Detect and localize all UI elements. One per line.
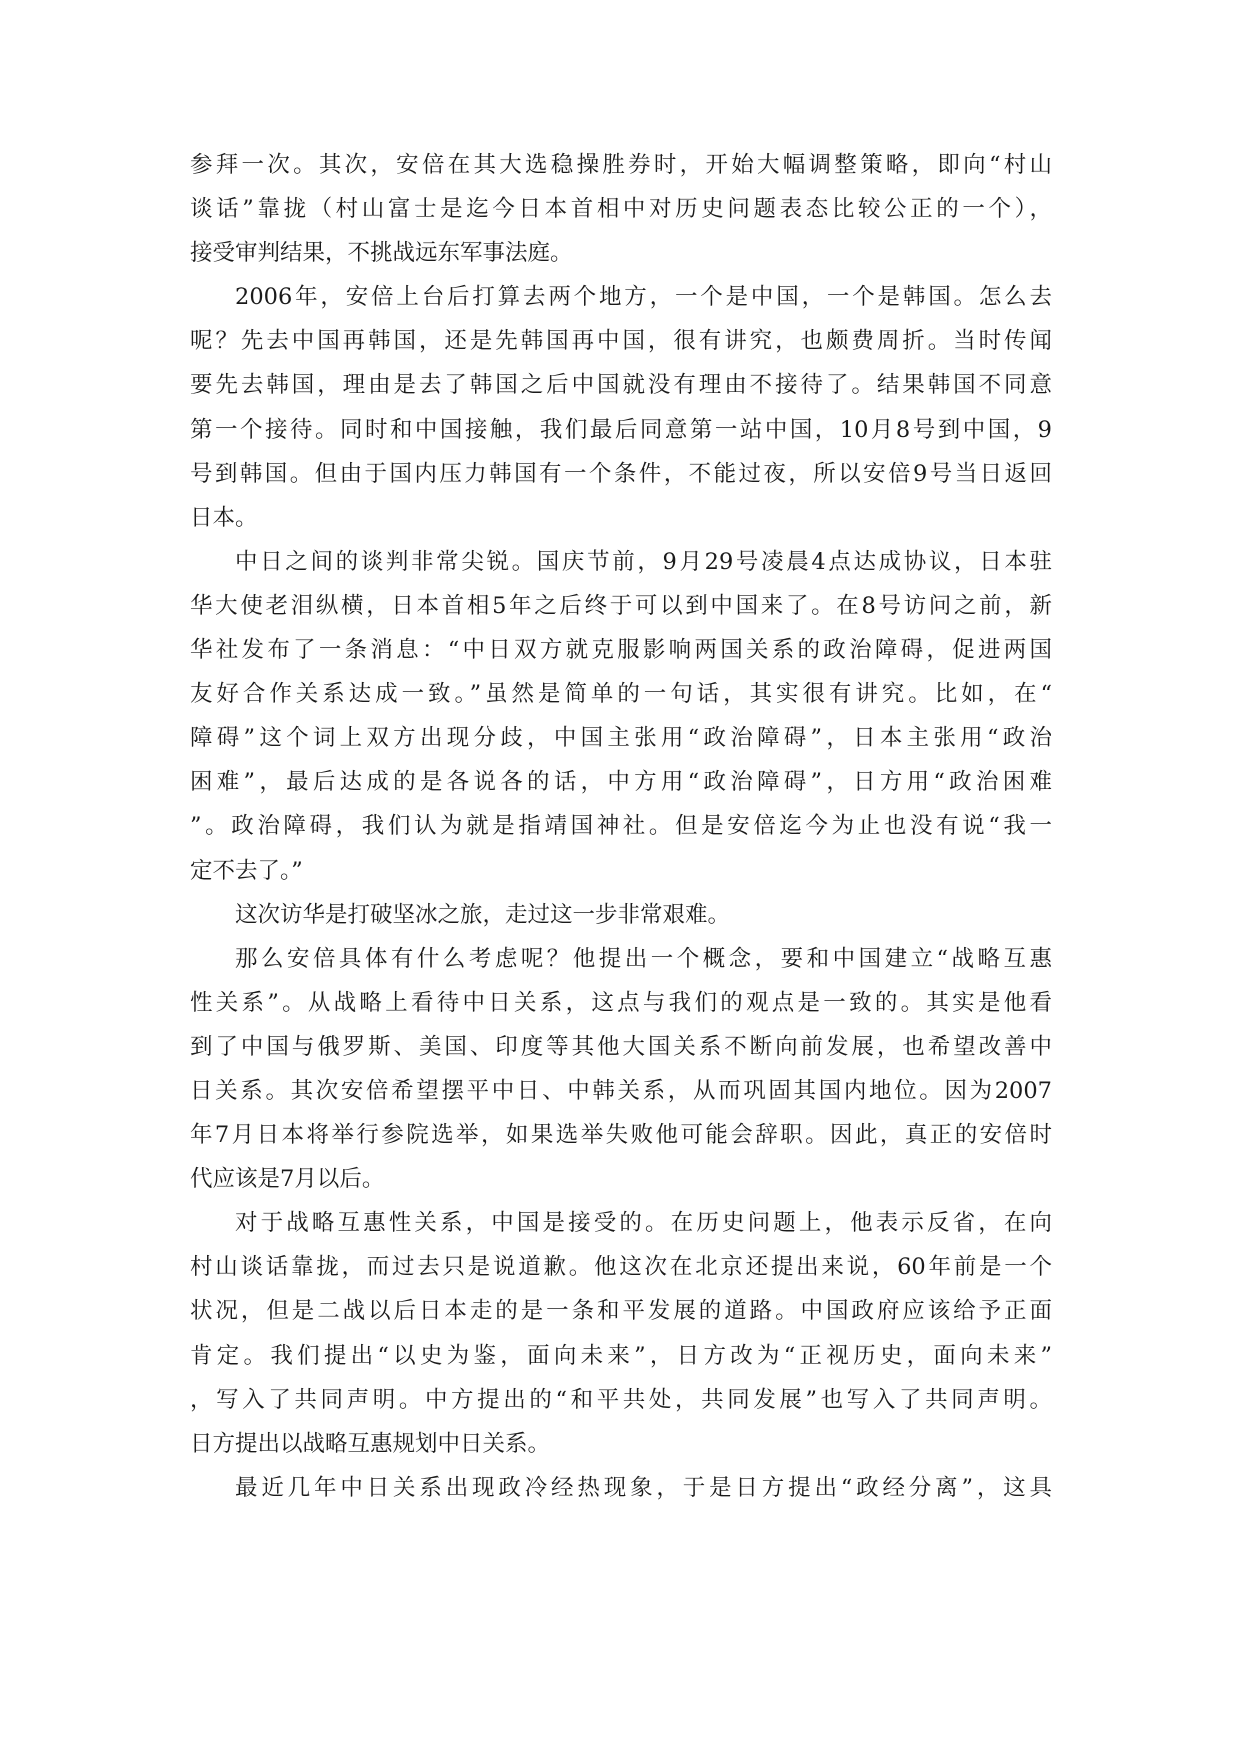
text-line: 华社发布了一条消息：“中日双方就克服影响两国关系的政治障碍，促进两国 [190, 637, 1052, 664]
text-line: 障碍”这个词上双方出现分歧，中国主张用“政治障碍”，日本主张用“政治 [190, 725, 1052, 752]
text-line: 中日之间的谈判非常尖锐。国庆节前，9月29号凌晨4点达成协议，日本驻 [235, 548, 1052, 575]
text-line: 日本。 [190, 504, 258, 531]
text-line: 号到韩国。但由于国内压力韩国有一个条件，不能过夜，所以安倍9号当日返回 [190, 460, 1052, 487]
text-line: 日方提出以战略互惠规划中日关系。 [190, 1430, 551, 1457]
text-line: ，写入了共同声明。中方提出的“和平共处，共同发展”也写入了共同声明。 [190, 1386, 1052, 1413]
text-line: 定不去了。” [190, 857, 303, 884]
text-line: 华大使老泪纵横，日本首相5年之后终于可以到中国来了。在8号访问之前，新 [190, 592, 1052, 619]
text-line: 性关系”。从战略上看待中日关系，这点与我们的观点是一致的。其实是他看 [190, 989, 1052, 1016]
text-line: 代应该是7月以后。 [190, 1166, 385, 1193]
text-line: 那么安倍具体有什么考虑呢？他提出一个概念，要和中国建立“战略互惠 [235, 945, 1052, 972]
text-line: 第一个接待。同时和中国接触，我们最后同意第一站中国，10月8号到中国，9 [190, 416, 1052, 443]
text-line: 对于战略互惠性关系，中国是接受的。在历史问题上，他表示反省，在向 [235, 1210, 1052, 1237]
text-line: 要先去韩国，理由是去了韩国之后中国就没有理由不接待了。结果韩国不同意 [190, 372, 1052, 399]
text-line: ”。政治障碍，我们认为就是指靖国神社。但是安倍迄今为止也没有说“我一 [190, 813, 1052, 840]
text-line: 到了中国与俄罗斯、美国、印度等其他大国关系不断向前发展，也希望改善中 [190, 1033, 1052, 1060]
text-line: 困难”，最后达成的是各说各的话，中方用“政治障碍”，日方用“政治困难 [190, 769, 1052, 796]
text-line: 接受审判结果，不挑战远东军事法庭。 [190, 240, 573, 267]
text-line: 肯定。我们提出“以史为鉴，面向未来”，日方改为“正视历史，面向未来” [190, 1342, 1052, 1369]
text-line: 年7月日本将举行参院选举，如果选举失败他可能会辞职。因此，真正的安倍时 [190, 1122, 1052, 1149]
text-line: 这次访华是打破坚冰之旅，走过这一步非常艰难。 [235, 901, 731, 928]
body-text [190, 143, 1052, 1510]
text-line: 最近几年中日关系出现政冷经热现象，于是日方提出“政经分离”，这具 [235, 1474, 1052, 1501]
text-line: 日关系。其次安倍希望摆平中日、中韩关系，从而巩固其国内地位。因为2007 [190, 1077, 1052, 1104]
text-line: 呢？先去中国再韩国，还是先韩国再中国，很有讲究，也颇费周折。当时传闻 [190, 328, 1052, 355]
text-line: 2006年，安倍上台后打算去两个地方，一个是中国，一个是韩国。怎么去 [235, 284, 1052, 311]
text-line: 村山谈话靠拢，而过去只是说道歉。他这次在北京还提出来说，60年前是一个 [190, 1254, 1052, 1281]
text-line: 谈话”靠拢（村山富士是迄今日本首相中对历史问题表态比较公正的一个）， [190, 196, 1052, 223]
text-line: 参拜一次。其次，安倍在其大选稳操胜券时，开始大幅调整策略，即向“村山 [190, 152, 1052, 178]
text-line: 友好合作关系达成一致。”虽然是简单的一句话，其实很有讲究。比如，在“ [190, 681, 1052, 708]
text-line: 状况，但是二战以后日本走的是一条和平发展的道路。中国政府应该给予正面 [190, 1298, 1052, 1325]
